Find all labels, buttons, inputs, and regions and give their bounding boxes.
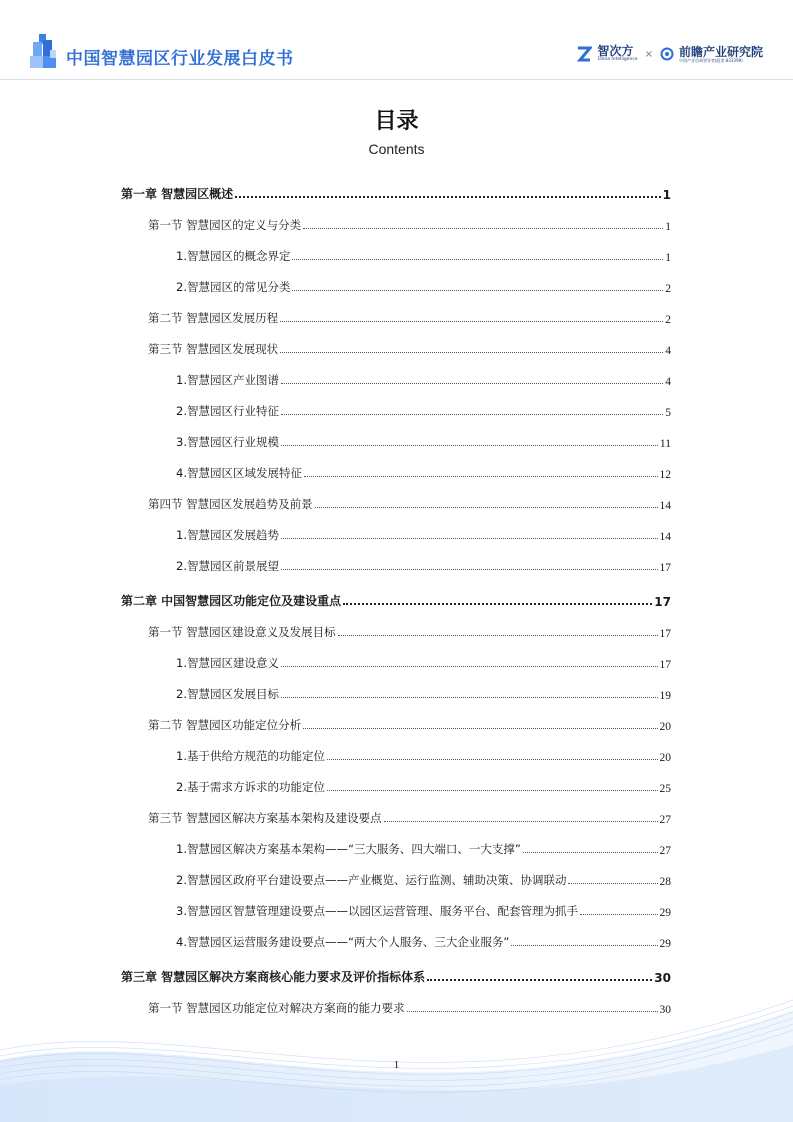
toc-entry-page: 2 [665,283,671,295]
brand1-name: 智次方 [597,44,634,59]
leader-dots [384,821,658,822]
brand1-sub: 10ina Intelligence [597,57,638,63]
toc-entry-page: 29 [659,938,671,950]
toc-entry-label: 1.智慧园区发展趋势 [176,528,279,542]
leader-dots [511,945,657,946]
leader-dots [280,321,663,322]
toc-entry-subsection[interactable] [176,775,671,795]
toc-entry-subsection[interactable] [176,430,671,450]
toc-entry-page: 17 [654,595,671,609]
toc-entry-subsection[interactable] [176,368,671,388]
brand2-name: 前瞻产业研究院 [678,44,763,59]
toc-entry-page: 20 [659,721,671,733]
toc-entry-label: 1.智慧园区解决方案基本架构——“三大服务、四大端口、一大支撑” [176,842,521,856]
toc-entry-subsection[interactable] [176,744,671,764]
toc-entry-page: 14 [659,500,671,512]
leader-dots [281,445,658,446]
leader-dots [281,569,658,570]
toc-entry-chapter[interactable] [121,182,671,202]
zhicifang-logo-icon [576,45,592,63]
leader-dots [235,196,660,198]
toc-entry-label: 第一节 智慧园区建设意义及发展目标 [148,625,336,639]
toc-entry-page: 19 [659,690,671,702]
toc-entry-section[interactable] [148,713,671,733]
toc-entry-subsection[interactable] [176,868,671,888]
page-number: 1 [393,1059,400,1071]
toc-entry-section[interactable] [148,806,671,826]
toc-entry-page: 28 [659,876,671,888]
toc-entry-label: 2.智慧园区行业特征 [176,404,279,418]
leader-dots [327,790,658,791]
toc-entry-subsection[interactable] [176,244,671,264]
toc-entry-label: 第二节 智慧园区功能定位分析 [148,718,302,732]
decorative-wave-background [0,990,793,1122]
toc-entry-page: 29 [659,907,671,919]
toc-entry-subsection[interactable] [176,554,671,574]
toc-entry-page: 4 [665,345,671,357]
toc-entry-page: 1 [665,252,671,264]
toc-entry-label: 第三节 智慧园区解决方案基本架构及建设要点 [148,811,382,825]
toc-entry-section[interactable] [148,337,671,357]
qianzhan-logo-icon [660,47,674,61]
toc-entry-label: 第二节 智慧园区发展历程 [148,311,279,325]
toc-entry-label: 4.智慧园区运营服务建设要点——“两大个人服务、三大企业服务” [176,935,510,949]
header-divider [0,79,793,80]
toc-entry-page: 30 [659,1004,671,1016]
toc-entry-page: 11 [659,438,671,450]
toc-entry-label: 第三节 智慧园区发展现状 [148,342,279,356]
toc-entry-section[interactable] [148,492,671,512]
toc-entry-label: 2.智慧园区的常见分类 [176,280,291,294]
toc-entry-page: 30 [654,971,671,985]
toc-entry-label: 第二章 中国智慧园区功能定位及建设重点 [121,594,342,608]
leader-dots [304,476,658,477]
leader-dots [523,852,658,853]
toc-entry-label: 第一节 智慧园区的定义与分类 [148,218,302,232]
leader-dots [281,697,658,698]
toc-entry-page: 4 [665,376,671,388]
toc-entry-section[interactable] [148,306,671,326]
toc-entry-label: 4.智慧园区区域发展特征 [176,466,302,480]
toc-entry-label: 第三章 智慧园区解决方案商核心能力要求及评价指标体系 [121,970,426,984]
brand-logos [576,42,763,66]
leader-dots [315,507,658,508]
leader-dots [343,603,652,605]
leader-dots [427,979,652,981]
toc-entry-subsection[interactable] [176,523,671,543]
leader-dots [303,228,663,229]
leader-dots [281,538,658,539]
toc-entry-subsection[interactable] [176,461,671,481]
toc-entry-page: 27 [659,845,671,857]
toc-entry-label: 第一章 智慧园区概述 [121,187,234,201]
toc-entry-page: 25 [659,783,671,795]
toc-entry-page: 1 [662,188,671,202]
toc-entry-label: 2.智慧园区政府平台建设要点——产业概览、运行监测、辅助决策、协调联动 [176,873,567,887]
brand2-sub: 中国产业咨询领导者(股票:833399) [678,57,743,63]
toc-entry-label: 第一节 智慧园区功能定位对解决方案商的能力要求 [148,1001,405,1015]
toc-title: 目录 [374,109,419,134]
leader-dots [292,259,663,260]
leader-dots [281,414,663,415]
toc-entry-chapter[interactable] [121,589,671,609]
toc-entry-label: 2.智慧园区发展目标 [176,687,279,701]
toc-entry-page: 27 [659,814,671,826]
toc-entry-label: 第四节 智慧园区发展趋势及前景 [148,497,313,511]
leader-dots [281,666,658,667]
toc-entry-label: 1.智慧园区建设意义 [176,656,279,670]
leader-dots [327,759,658,760]
toc-entry-subsection[interactable] [176,275,671,295]
toc-entry-page: 5 [665,407,671,419]
leader-dots [281,383,663,384]
toc-entry-page: 14 [659,531,671,543]
toc-entry-page: 17 [659,659,671,671]
toc-subtitle: Contents [368,141,425,157]
toc-entry-label: 2.智慧园区前景展望 [176,559,279,573]
leader-dots [292,290,663,291]
toc-entry-chapter[interactable] [121,965,671,985]
toc-entry-label: 3.智慧园区行业规模 [176,435,279,449]
toc-entry-subsection[interactable] [176,651,671,671]
toc-entry-subsection[interactable] [176,930,671,950]
toc-entry-section[interactable] [148,620,671,640]
toc-entry-label: 2.基于需求方诉求的功能定位 [176,780,325,794]
leader-dots [338,635,658,636]
toc-entry-subsection[interactable] [176,682,671,702]
document-title: 中国智慧园区行业发展白皮书 [66,49,294,69]
toc-entry-page: 20 [659,752,671,764]
toc-entry-label: 1.基于供给方规范的功能定位 [176,749,325,763]
toc-entry-subsection[interactable] [176,399,671,419]
toc-entry-page: 17 [659,562,671,574]
leader-dots [580,914,658,915]
leader-dots [568,883,657,884]
toc-entry-section[interactable] [148,213,671,233]
toc-entry-subsection[interactable] [176,899,671,919]
toc-entry-subsection[interactable] [176,837,671,857]
page-header [0,0,793,80]
leader-dots [303,728,657,729]
toc-entry-label: 1.智慧园区的概念界定 [176,249,291,263]
building-blocks-logo-icon [30,34,58,70]
toc-entry-page: 17 [659,628,671,640]
toc-entry-page: 1 [665,221,671,233]
toc-entry-label: 3.智慧园区智慧管理建设要点——以园区运营管理、服务平台、配套管理为抓手 [176,904,578,918]
brand-separator: × [644,48,653,60]
toc-entry-page: 2 [665,314,671,326]
toc-entry-label: 1.智慧园区产业图谱 [176,373,279,387]
toc-entry-page: 12 [659,469,671,481]
leader-dots [280,352,663,353]
